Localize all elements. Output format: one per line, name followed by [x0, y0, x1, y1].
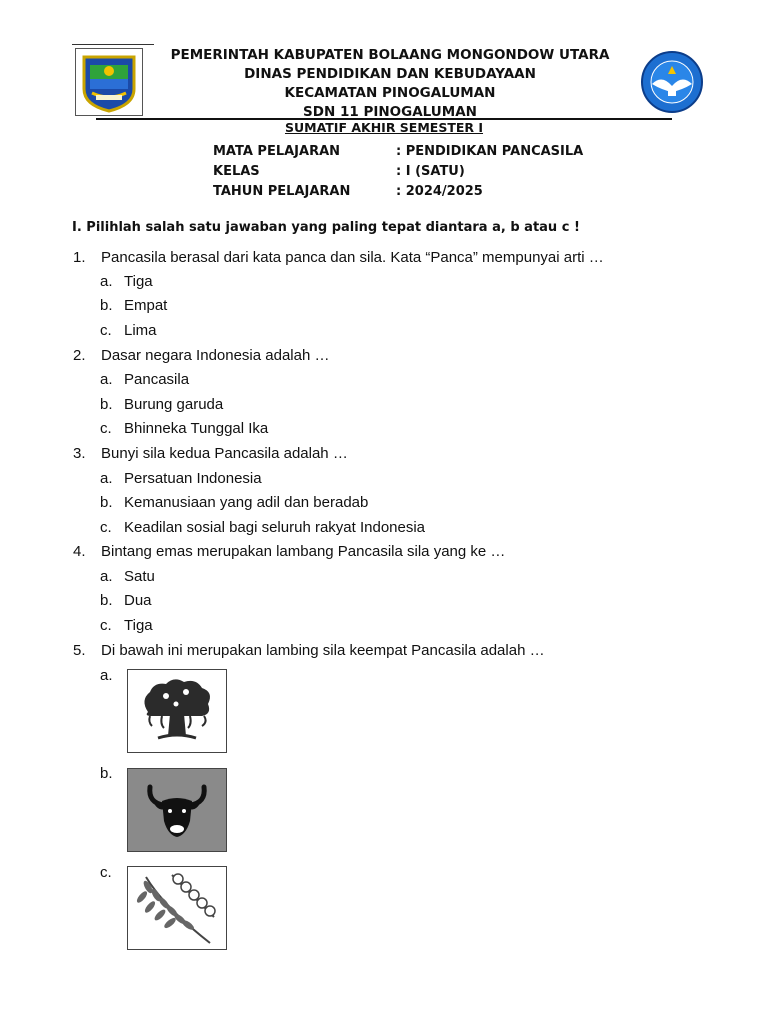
- question-2-option-b: b. Burung garuda: [100, 396, 224, 413]
- section-instruction: I. Pilihlah salah satu jawaban yang paling tepat diantara a, b atau c !: [72, 220, 580, 235]
- question-1-option-a: a. Tiga: [100, 273, 153, 290]
- question-5-option-c: c.: [100, 864, 112, 881]
- question-4-option-a: a. Satu: [100, 568, 155, 585]
- question-2-option-c: c. Bhinneka Tunggal Ika: [100, 420, 269, 437]
- school-name: SDN 11 PINOGALUMAN: [303, 104, 477, 120]
- question-5-option-a: a.: [100, 667, 113, 684]
- government-name: PEMERINTAH KABUPATEN BOLAANG MONGONDOW UTARA: [170, 47, 610, 63]
- info-row-class: KELAS : I (SATU): [213, 164, 465, 179]
- question-3-option-a: a. Persatuan Indonesia: [100, 470, 262, 487]
- question-1-option-b: b. Empat: [100, 297, 168, 314]
- info-row-subject: MATA PELAJARAN : PENDIDIKAN PANCASILA: [213, 144, 584, 159]
- info-row-year: TAHUN PELAJARAN : 2024/2025: [213, 184, 483, 199]
- question-4-option-c: c. Tiga: [100, 617, 153, 634]
- question-1-option-c: c. Lima: [100, 322, 157, 339]
- question-4-option-b: b. Dua: [100, 592, 152, 609]
- department-name: DINAS PENDIDIKAN DAN KEBUDAYAAN: [244, 66, 536, 82]
- district-name: KECAMATAN PINOGALUMAN: [284, 85, 496, 101]
- question-5-option-b: b.: [100, 765, 113, 782]
- question-2: 2. Dasar negara Indonesia adalah …: [73, 347, 330, 364]
- question-1: 1. Pancasila berasal dari kata panca dan sila. Kata “Panca” mempunyai arti …: [73, 249, 604, 266]
- bull-head-icon: [127, 768, 227, 852]
- rice-cotton-icon: [127, 866, 227, 950]
- question-4: 4. Bintang emas merupakan lambang Pancasila sila yang ke …: [73, 543, 506, 560]
- letterhead-text: [70, 46, 710, 122]
- exam-title: SUMATIF AKHIR SEMESTER I: [284, 120, 484, 135]
- question-3-option-c: c. Keadilan sosial bagi seluruh rakyat Indonesia: [100, 519, 426, 536]
- banyan-tree-icon: [127, 669, 227, 753]
- question-3-option-b: b. Kemanusiaan yang adil dan beradab: [100, 494, 369, 511]
- question-3: 3. Bunyi sila kedua Pancasila adalah …: [73, 445, 348, 462]
- question-2-option-a: a. Pancasila: [100, 371, 190, 388]
- tut-wuri-handayani-logo-icon: [634, 50, 710, 114]
- question-5: 5. Di bawah ini merupakan lambing sila keempat Pancasila adalah …: [73, 642, 545, 659]
- letterhead: [70, 44, 710, 118]
- exam-info: [213, 142, 583, 202]
